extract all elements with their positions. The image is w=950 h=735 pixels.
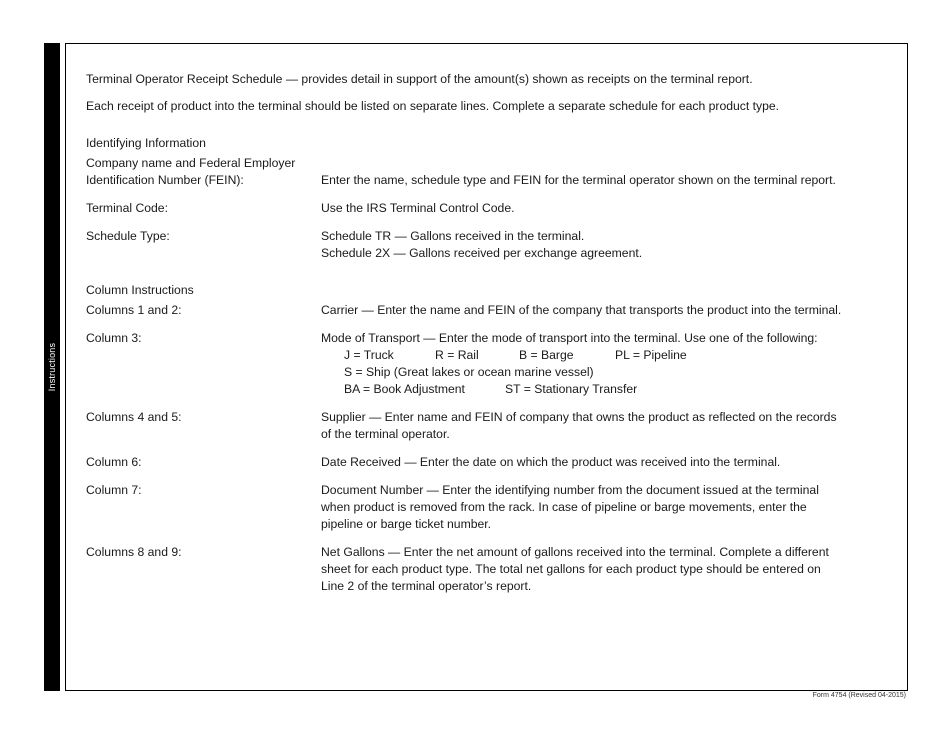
transport-code-row [344,364,896,381]
column-instructions-section [86,282,896,595]
columns-1-2-row [86,302,896,319]
columns-4-5-row [86,409,896,443]
column-desc-line: when product is removed from the rack. In case of pipeline or barge movements, enter the [321,500,807,514]
column-3-row [86,330,896,398]
instructions-sidebar [44,43,60,691]
column-desc-line: pipeline or barge ticket number. [321,517,492,531]
column-label: Columns 4 and 5: [86,410,182,424]
column-desc [321,330,896,398]
schedule-type-line: Schedule TR — Gallons received in the terminal. [321,229,585,243]
instructions-content [86,71,896,606]
column-instructions-heading: Column Instructions [86,283,194,297]
fein-row [86,155,896,189]
schedule-type-label: Schedule Type: [86,229,170,243]
schedule-type-line: Schedule 2X — Gallons received per exchange agreement. [321,246,643,260]
columns-8-9-row [86,544,896,595]
intro-line-1: Terminal Operator Receipt Schedule — provides detail in support of the amount(s) shown as receipts on the terminal report. [86,72,753,86]
column-label: Column 3: [86,331,142,345]
column-desc-line: of the terminal operator. [321,427,450,441]
column-desc-line: Document Number — Enter the identifying number from the document issued at the terminal [321,483,819,497]
column-desc [321,544,896,595]
fein-label-line: Identification Number (FEIN): [86,173,244,187]
column-label: Column 6: [86,455,142,469]
schedule-type-desc [321,228,896,262]
schedule-type-row [86,228,896,262]
transport-code: PL = Pipeline [615,348,687,362]
sidebar-label: Instructions [47,342,57,392]
transport-code: B = Barge [519,348,574,362]
column-6-row [86,454,896,471]
column-desc-line: Line 2 of the terminal operator’s report. [321,579,532,593]
column-desc: Date Received — Enter the date on which the product was received into the terminal. [321,455,781,469]
column-desc: Carrier — Enter the name and FEIN of the company that transports the product into the terminal. [321,303,842,317]
terminal-code-desc: Use the IRS Terminal Control Code. [321,201,515,215]
column-label: Columns 8 and 9: [86,545,182,559]
intro-line-2: Each receipt of product into the terminal should be listed on separate lines. Complete a separate schedule for each product type. [86,99,780,113]
column-desc-line: Mode of Transport — Enter the mode of transport into the terminal. Use one of the following: [321,331,818,345]
fein-label-line: Company name and Federal Employer [86,156,296,170]
transport-code: R = Rail [435,348,479,362]
terminal-code-label: Terminal Code: [86,201,168,215]
fein-desc [321,155,896,189]
fein-label [86,155,321,189]
column-desc [321,409,896,443]
column-desc-line: Net Gallons — Enter the net amount of gallons received into the terminal. Complete a different [321,545,829,559]
transport-code: S = Ship (Great lakes or ocean marine vessel) [344,365,594,379]
form-footer: Form 4754 (Revised 04-2015) [812,692,906,699]
transport-code: J = Truck [344,348,394,362]
transport-code: ST = Stationary Transfer [505,382,638,396]
column-label: Column 7: [86,483,142,497]
column-label: Columns 1 and 2: [86,303,182,317]
identifying-heading: Identifying Information [86,136,206,150]
transport-code-row [344,347,896,364]
identifying-section [86,135,896,262]
instructions-frame [65,43,908,691]
terminal-code-row [86,200,896,217]
column-desc [321,482,896,533]
transport-code: BA = Book Adjustment [344,382,465,396]
column-desc-line: sheet for each product type. The total net gallons for each product type should be entered on [321,562,821,576]
transport-codes [321,347,896,398]
column-desc-line: Supplier — Enter name and FEIN of company that owns the product as reflected on the records [321,410,837,424]
transport-code-row [344,381,896,398]
fein-desc-line: Enter the name, schedule type and FEIN for the terminal operator shown on the terminal report. [321,173,836,187]
column-7-row [86,482,896,533]
